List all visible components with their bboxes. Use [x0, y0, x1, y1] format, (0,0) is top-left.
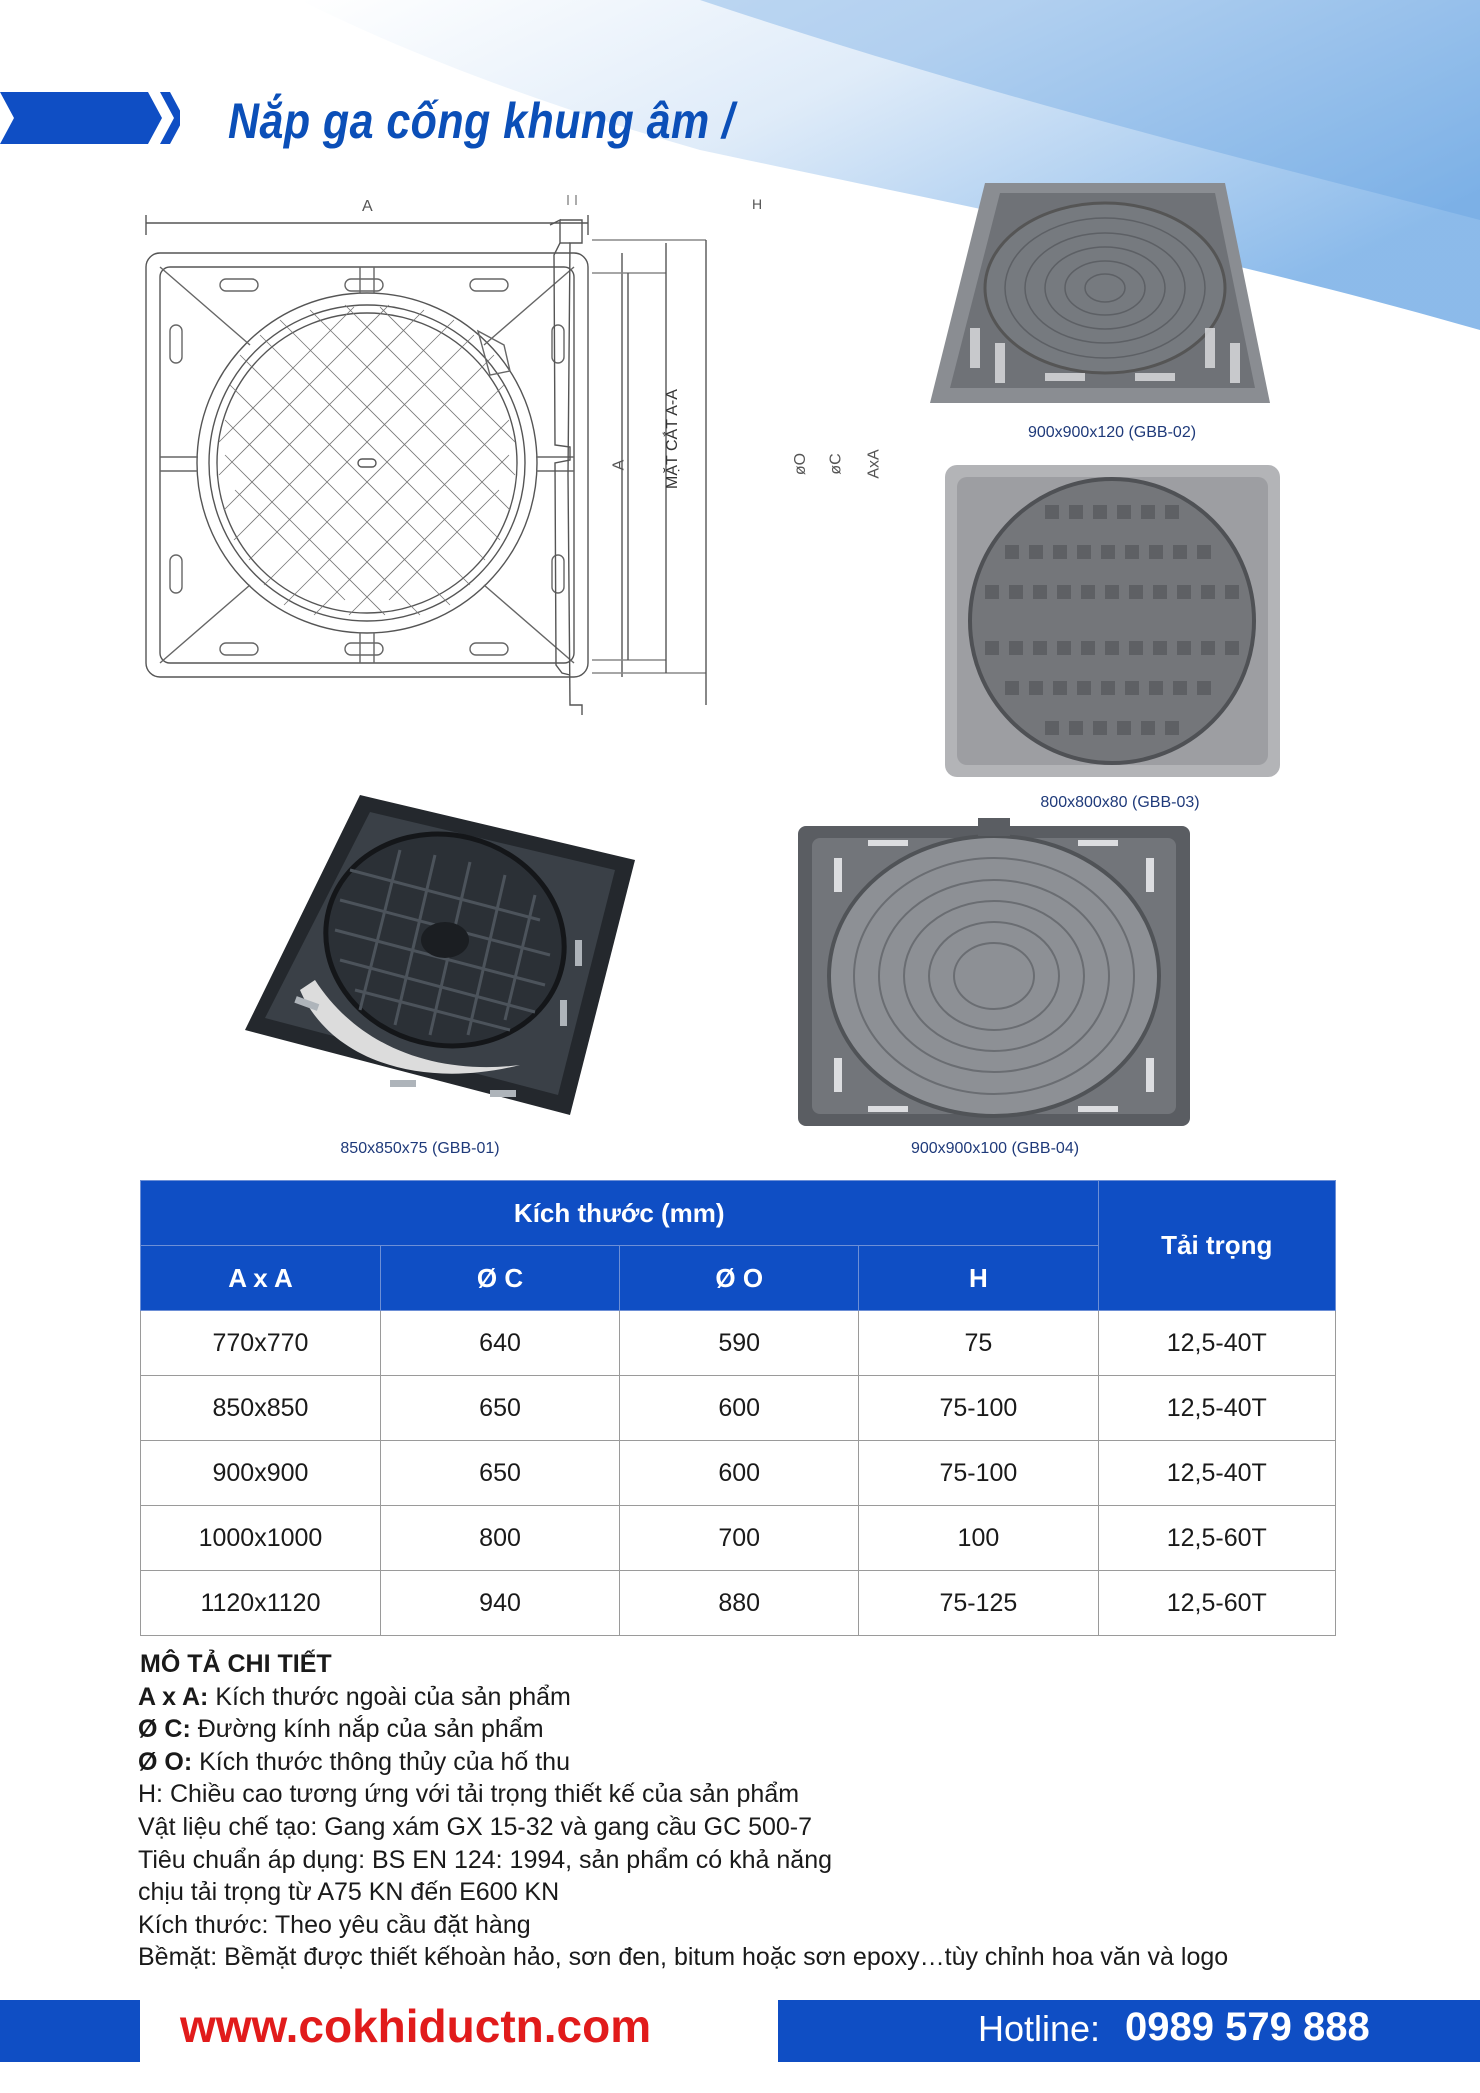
hotline-number[interactable]: 0989 579 888	[1125, 2005, 1370, 2049]
cell-load: 12,5-40T	[1098, 1376, 1336, 1441]
cell-oc: 940	[380, 1571, 619, 1636]
cell-oc: 650	[380, 1376, 619, 1441]
cell-load: 12,5-60T	[1098, 1506, 1336, 1571]
cell-axa: 770x770	[141, 1311, 381, 1376]
cell-axa: 850x850	[141, 1376, 381, 1441]
product-caption-gbb-03: 800x800x80 (GBB-03)	[1040, 794, 1200, 811]
cell-axa: 1120x1120	[141, 1571, 381, 1636]
dimension-a-side-label: A	[610, 459, 628, 471]
cell-oo: 880	[620, 1571, 859, 1636]
load-header: Tải trọng	[1098, 1181, 1336, 1311]
cell-h: 75	[859, 1311, 1098, 1376]
description-line: Kích thước: Theo yêu cầu đặt hàng	[138, 1910, 531, 1939]
product-caption-gbb-02: 900x900x120 (GBB-02)	[1027, 424, 1197, 441]
cell-h: 100	[859, 1506, 1098, 1571]
cell-axa: 1000x1000	[141, 1506, 381, 1571]
page-title: Nắp ga cống khung âm /	[228, 93, 735, 149]
cell-load: 12,5-40T	[1098, 1311, 1336, 1376]
table-row	[141, 1311, 1336, 1376]
website-link[interactable]: www.cokhiductn.com	[180, 2000, 652, 2052]
description-line: A x A: Kích thước ngoài của sản phẩm	[138, 1682, 571, 1711]
description-line: Vật liệu chế tạo: Gang xám GX 15-32 và gang cầu GC 500-7	[138, 1812, 813, 1841]
dimension-axa-label: AxA	[865, 449, 883, 479]
product-caption-gbb-01: 850x850x75 (GBB-01)	[340, 1140, 500, 1157]
description-line: Bềmặt: Bềmặt được thiết kếhoàn hảo, sơn đen, bitum hoặc sơn epoxy…tùy chỉnh hoa văn và logo	[138, 1943, 1229, 1972]
product-photo-gbb-01	[240, 790, 640, 1120]
cell-oo: 600	[620, 1441, 859, 1506]
cell-oc: 650	[380, 1441, 619, 1506]
cell-h: 75-100	[859, 1376, 1098, 1441]
table-row	[141, 1571, 1336, 1636]
product-photo-gbb-02	[925, 178, 1295, 408]
cell-load: 12,5-40T	[1098, 1441, 1336, 1506]
cell-axa: 900x900	[141, 1441, 381, 1506]
product-caption-gbb-04: 900x900x100 (GBB-04)	[910, 1140, 1080, 1157]
specification-table	[140, 1180, 1336, 1636]
column-header-axa: A x A	[141, 1246, 381, 1311]
table-row	[141, 1441, 1336, 1506]
detail-description	[138, 1648, 1228, 1974]
description-line: Ø C: Đường kính nắp của sản phẩm	[138, 1715, 544, 1744]
product-photo-gbb-03	[945, 465, 1280, 777]
cell-oo: 700	[620, 1506, 859, 1571]
cell-h: 75-100	[859, 1441, 1098, 1506]
description-heading: MÔ TẢ CHI TIẾT	[140, 1650, 332, 1678]
column-header-oc: Ø C	[380, 1246, 619, 1311]
cell-oc: 800	[380, 1506, 619, 1571]
dimension-c-label: øC	[827, 453, 845, 475]
cell-h: 75-125	[859, 1571, 1098, 1636]
table-row	[141, 1376, 1336, 1441]
column-header-oo: Ø O	[620, 1246, 859, 1311]
cell-oo: 590	[620, 1311, 859, 1376]
description-line: Ø O: Kích thước thông thủy của hố thu	[138, 1747, 570, 1776]
dimensions-group-header: Kích thước (mm)	[141, 1181, 1099, 1246]
dimension-o-label: øO	[792, 452, 810, 476]
dimension-h-label: H	[752, 196, 763, 212]
cell-oo: 600	[620, 1376, 859, 1441]
dimension-a-top-label: A	[362, 198, 373, 215]
section-label: MẶT CẮT A-A	[664, 389, 681, 489]
description-line: Tiêu chuẩn áp dụng: BS EN 124: 1994, sản phẩm có khả năng	[138, 1845, 833, 1874]
title-chevron-bar	[0, 92, 180, 144]
description-line: H: Chiều cao tương ứng với tải trọng thiết kế của sản phẩm	[138, 1780, 800, 1809]
product-photo-gbb-04	[798, 818, 1190, 1130]
cell-load: 12,5-60T	[1098, 1571, 1336, 1636]
hotline-label: Hotline:	[978, 2008, 1101, 2049]
column-header-h: H	[859, 1246, 1098, 1311]
cell-oc: 640	[380, 1311, 619, 1376]
description-line: chịu tải trọng từ A75 KN đến E600 KN	[138, 1878, 560, 1907]
footer-accent-bar	[0, 2000, 140, 2062]
table-row	[141, 1506, 1336, 1571]
